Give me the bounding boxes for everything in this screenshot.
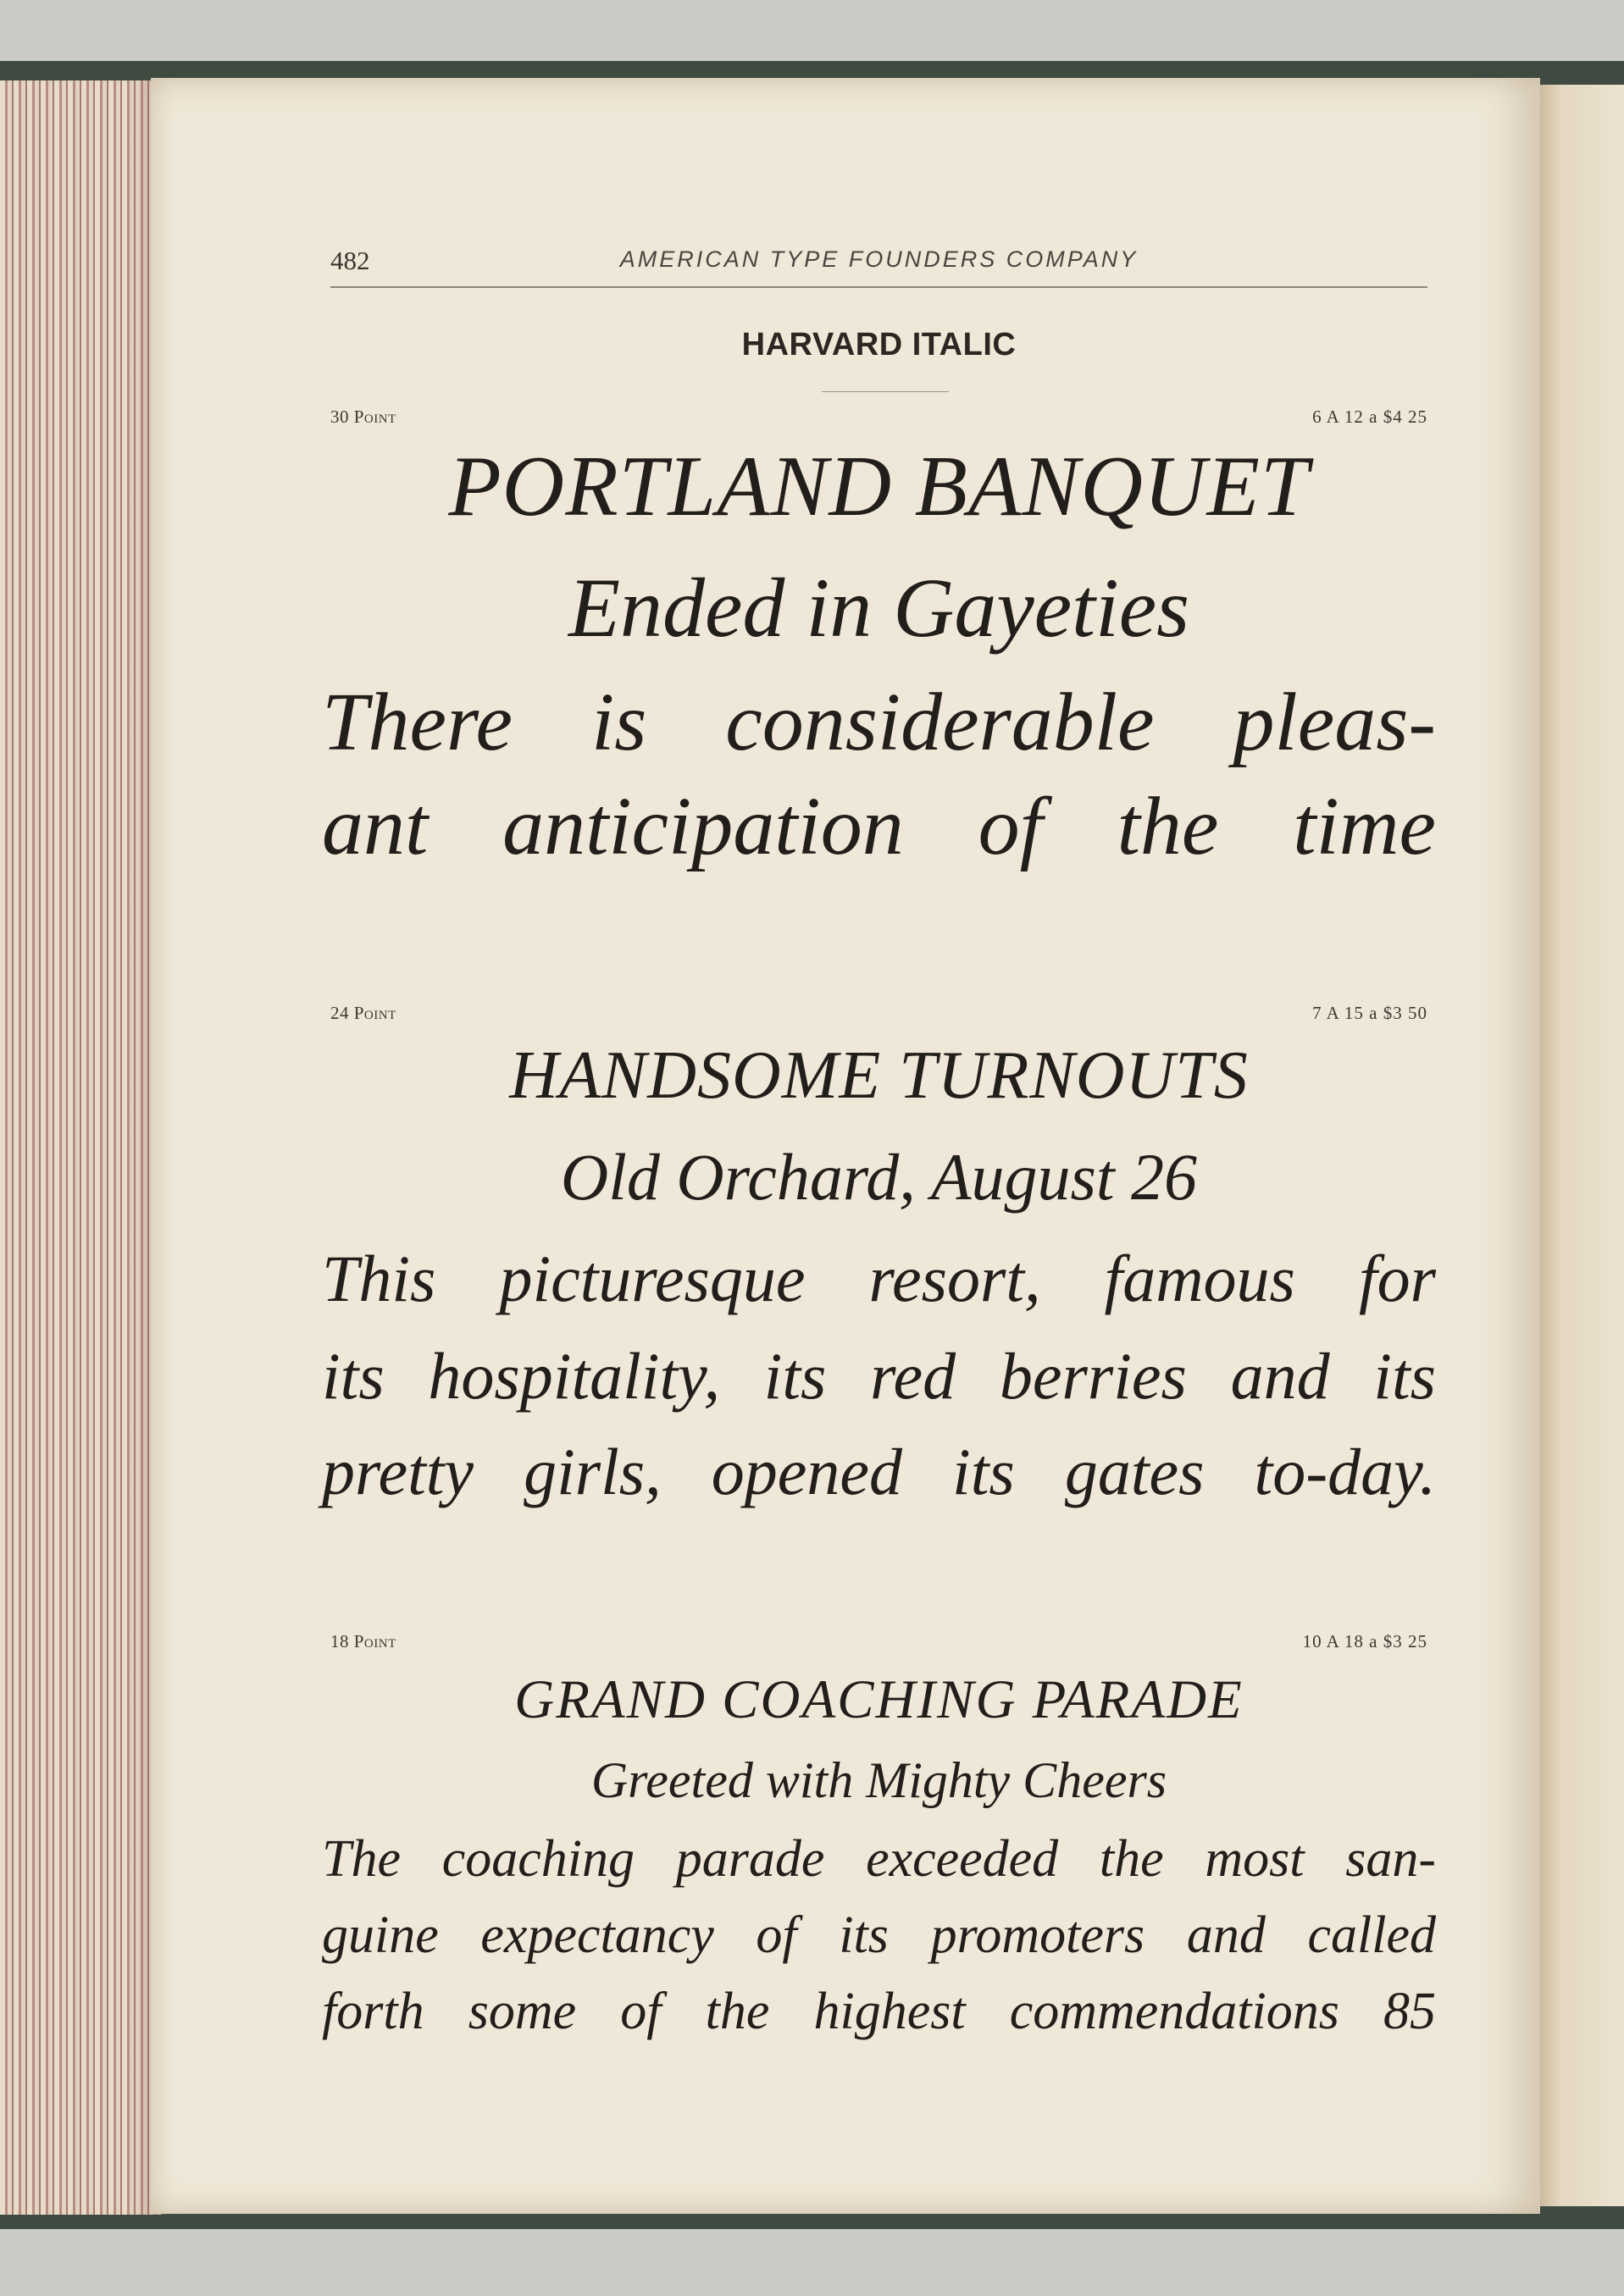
specimen-text-line: guine expectancy of its promoters and called <box>322 1906 1436 1964</box>
font-price: 10 A 18 a $3 25 <box>1302 1631 1427 1651</box>
specimen-text-line: The coaching parade exceeded the most san- <box>322 1830 1436 1888</box>
section-24-meta <box>330 1003 1427 1028</box>
specimen-caps-line: GRAND COACHING PARADE <box>514 1669 1244 1730</box>
specimen-sub-line: Greeted with Mighty Cheers <box>590 1752 1167 1808</box>
specimen-text-line: There is considerable pleas- <box>322 677 1436 768</box>
point-size-label: 30 Point <box>330 407 396 427</box>
font-title: HARVARD ITALIC <box>741 327 1017 362</box>
specimen-sub-line: Old Orchard, August 26 <box>560 1140 1198 1214</box>
specimen-text-line: ant anticipation of the time <box>322 781 1436 872</box>
company-name: AMERICAN TYPE FOUNDERS COMPANY <box>619 246 1139 272</box>
specimen-sub-line: Ended in Gayeties <box>568 561 1190 655</box>
section-18-meta <box>330 1631 1427 1657</box>
specimen-text-line: its hospitality, its red berries and its <box>322 1339 1436 1413</box>
specimen-text-line: forth some of the highest commendations 85 <box>322 1983 1436 2040</box>
specimen-text-line: pretty girls, opened its gates to-day. <box>322 1435 1436 1508</box>
section-30-meta <box>330 407 1427 432</box>
facing-page <box>1535 85 1624 2206</box>
point-size-label: 18 Point <box>330 1631 396 1651</box>
specimen-text-line: This picturesque resort, famous for <box>322 1242 1436 1315</box>
point-size-label: 24 Point <box>330 1003 396 1023</box>
title-rule <box>822 391 949 392</box>
page-number: 482 <box>330 246 370 275</box>
font-price: 7 A 15 a $3 50 <box>1312 1003 1427 1023</box>
running-head <box>330 239 1427 288</box>
specimen-caps-line: HANDSOME TURNOUTS <box>509 1038 1249 1113</box>
font-price: 6 A 12 a $4 25 <box>1312 407 1427 427</box>
specimen-caps-line: PORTLAND BANQUET <box>448 439 1310 534</box>
